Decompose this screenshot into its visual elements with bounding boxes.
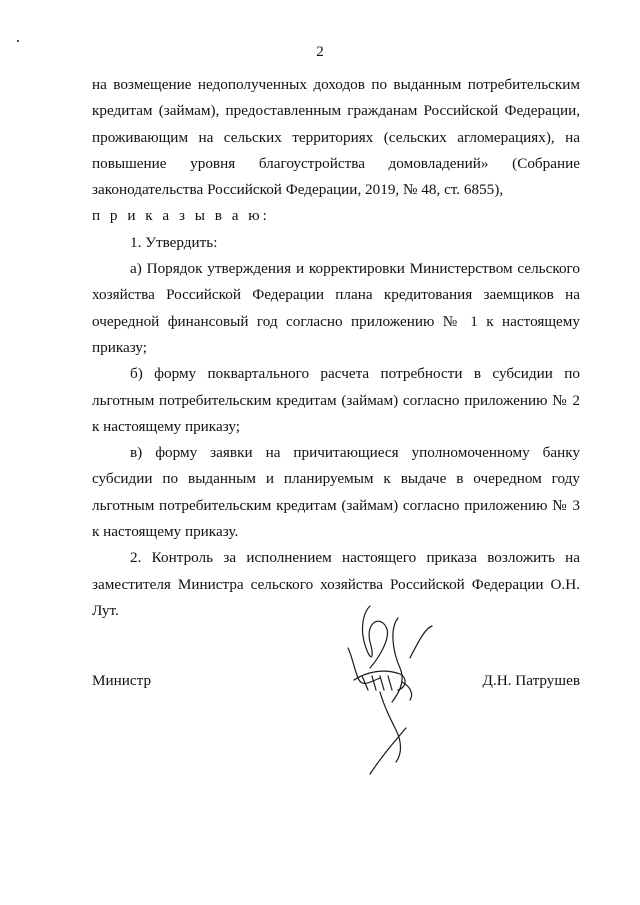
paragraph-item-2: 2. Контроль за исполнением настоящего приказа возложить на заместителя Министра сельского хозяйства Российской Федерации О.Н. Лут. <box>92 549 580 619</box>
page-number: 2 <box>316 44 324 60</box>
scan-speck <box>17 40 19 42</box>
signatory-title: Министр <box>92 672 152 689</box>
paragraph-item-1: 1. Утвердить: <box>130 233 218 251</box>
signatory-name: Д.Н. Патрушев <box>482 672 580 689</box>
paragraph-order-word: п р и к а з ы в а ю: <box>92 207 270 225</box>
handwritten-signature <box>340 598 440 778</box>
paragraph-preamble: на возмещение недополученных доходов по выданным потребительским кредитам (займам), предоставленным гражданам Российской Федерации, проживающим на сельских территориях (сельских агломерациях), на повышение уровня благоустройства домовладений» (Собрание законодательства Российской Федерации, 2019, № 48, ст. 6855), <box>92 76 580 199</box>
paragraph-item-1a: а) Порядок утверждения и корректировки Министерством сельского хозяйства Российской Федерации плана кредитования заемщиков на очередной финансовый год согласно приложению № 1 к настоящему приказу; <box>92 260 580 356</box>
paragraph-item-1b: б) форму поквартального расчета потребности в субсидии по льготным потребительским кредитам (займам) согласно приложению № 2 к настоящему приказу; <box>92 365 580 435</box>
paragraph-item-1c: в) форму заявки на причитающиеся уполномоченному банку субсидии по выданным и планируемым к выдаче в очередном году льготным потребительским кредитам (займам) согласно приложению № 3 к настоящему приказу. <box>92 444 580 541</box>
document-body <box>92 72 580 624</box>
